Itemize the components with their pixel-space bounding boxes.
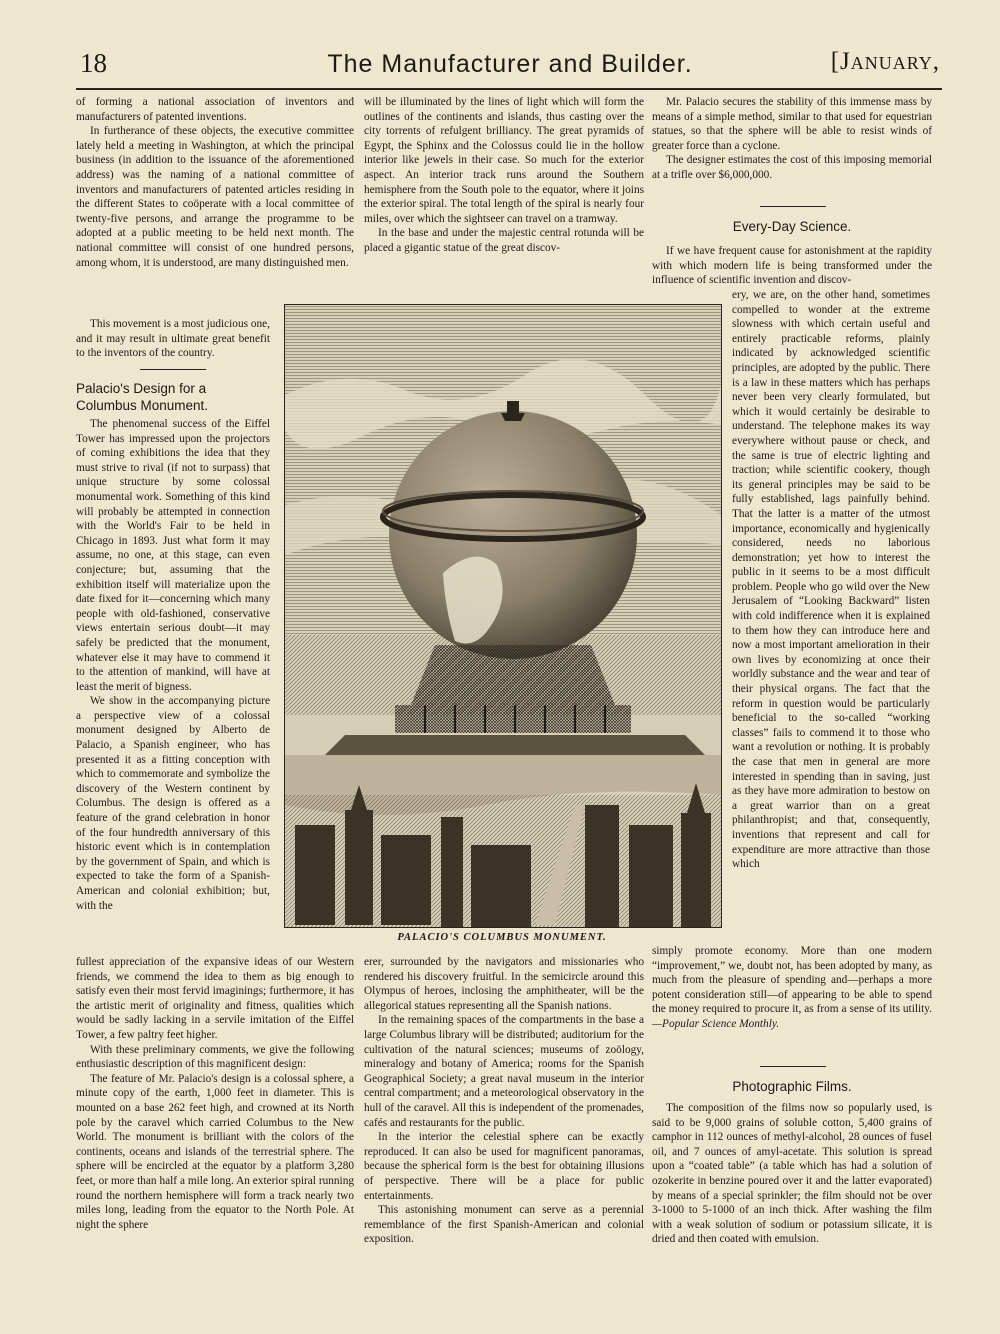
paragraph-text: simply promote economy. More than one modern “improvement,” we, doubt not, has been adopted by many, as much from the pleasure of spending and—perhaps a more potent consideration still—of appearing to be able to spend the money required to procure it, as from a sense of its utility. [652, 945, 932, 1016]
col1-top-text [76, 95, 354, 270]
illustration-caption: PALACIO'S COLUMBUS MONUMENT. [397, 932, 607, 943]
section-heading-films: Photographic Films. [732, 1079, 852, 1094]
paragraph: The phenomenal success of the Eiffel Tower has impressed upon the projectors of coming exhibitions the idea that they must strive to rival (if not to surpass) that unique structure by some colossal monumental work. Something of this kind will probably be attempted in connection with the World's Fair to be held in Chicago in 1893. Just what form it may assume, no one, at this stage, can even conjecture; but, assuming that the exhibition itself will materialize upon the date fixed for it—concerning which many people with old-fashioned, conservative views entertain serious doubt—it may safely be predicted that the monument, whatever else it may have to commend it to the attention of mankind, will have at least the merit of bigness. [76, 418, 270, 693]
section-divider [140, 369, 206, 370]
paragraph: This astonishing monument can serve as a perennial rememblance of the first Spanish-American and colonial exposition. [364, 1204, 644, 1246]
page-header [80, 48, 940, 84]
paragraph: With these preliminary comments, we give the following enthusiastic description of this magnificent design: [76, 1043, 354, 1071]
col3-science-narrow [732, 288, 930, 872]
paragraph: In the base and under the majestic central rotunda will be placed a gigantic statue of the great discov- [364, 227, 644, 254]
col3-science-cont [652, 944, 932, 1032]
paragraph: erer, surrounded by the navigators and missionaries who rendered his discovery fruitful. In the semicircle around this Olympus of heroes, inclosing the amphitheater, will be the allegorical statues representing all the Spanish nations. [364, 956, 644, 1012]
section-heading-everyday: Every-Day Science. [732, 219, 852, 234]
paragraph: In the interior the celestial sphere can be exactly reproduced. It can also be used for magnificent panoramas, because the spherical form is the best for obtaining illusions of perspective. There will be a place for public entertainments. [364, 1131, 644, 1202]
section-divider [760, 1066, 826, 1067]
paragraph: fullest appreciation of the expansive ideas of our Western friends, we commend the idea to them as big enough to satisfy even their most fervid imaginings; furthermore, it has the artistic merit of originality and fitness, qualities which would be sadly lacking in a servile imitation of the Eiffel Tower, a few paltry feet higher. [76, 956, 354, 1041]
section-heading-palacio: Palacio's Design for a Columbus Monument. [76, 381, 209, 413]
section-divider [760, 206, 826, 207]
col1-after-text [76, 317, 270, 361]
magazine-title: The Manufacturer and Builder. [327, 50, 693, 78]
paragraph: In the remaining spaces of the compartments in the base a large Columbus library will be distributed; auditorium for the cultivation of the natural sciences; museums of zoölogy, mineralogy and botany of America; rooms for the Spanish Geographical Society; a great naval museum in the interior central compartment; and a meteorological observatory in the hull of the caravel. All this is independent of the promenades, cafés and restaurants for the public. [364, 1014, 644, 1129]
paragraph: In furtherance of these objects, the executive committee lately held a meeting in Washington, at which the principal business (in addition to the issuance of the aforementioned address) was the naming of a national committee of inventors and manufacturers of patented articles residing in the different States to coöperate with a local committee of twenty-five persons, and arrange the programme to be adopted at a public meeting to be held next month. The national committee will consist of one hundred persons, among whom, it is understood, are many distinguished men. [76, 125, 354, 269]
col2-top-text [364, 95, 644, 256]
paragraph: Mr. Palacio secures the stability of this immense mass by means of a simple method, similar to that used for equestrian statues, so that the sphere will be able to resist winds of greater force than a cyclone. [652, 96, 932, 152]
paragraph: If we have frequent cause for astonishment at the rapidity with which modern life is being transformed under the influence of scientific invention and discov- [652, 245, 932, 287]
paragraph [652, 944, 932, 1032]
paragraph: will be illuminated by the lines of light which will form the outlines of the continents and islands, thus casting over the city torrents of refulgent brilliancy. The great pyramids of Egypt, the Sphinx and the Colossus could lie in the hollow interior like jewels in their case. So much for the exterior aspect. An interior track runs around the Southern hemisphere from the South pole to the equator, where it joins the exterior spiral. The total length of the spiral is nearly four miles, over which the sightseer can travel on a tramway. [364, 96, 644, 225]
issue-month: [January, [830, 48, 940, 75]
citation: —Popular Science Monthly. [652, 1017, 780, 1030]
paragraph: The composition of the films now so popularly used, is said to be 9,000 grains of soluble cotton, 5,400 grains of camphor in 112 ounces of methyl-alcohol, 28 ounces of fusel oil, and 7 ounces of amyl-acetate. This solution is spread upon a “coated table” (a table which has had a solution of ozokerite in benzine poured over it and the latter evaporated) by means of a special sprinkler; the film should not be over 3-1000 to 5-1000 of an inch thick. After washing the film with a weak solution of sodium or potassium silicate, it is dried and then coated with emulsion. [652, 1102, 932, 1246]
col3-films-text [652, 1101, 932, 1247]
col3-top-text [652, 95, 932, 183]
monument-engraving-image [285, 305, 721, 927]
header-rule [76, 88, 942, 90]
monument-engraving [284, 304, 722, 928]
paragraph: ery, we are, on the other hand, sometimes compelled to wonder at the extreme slowness with which certain useful and entirely practicable reforms, plainly indicated by acknowledged scientific principles, are adopted by the public. There is a law in these matters which has perhaps never been very clearly formulated, but which it would certainly be desirable to understand. The telephone makes its way everywhere without pause or check, and the same is true of electric lighting and traction; while scientific cookery, though its general principles may be said to be fully established, lags painfully behind. That the latter is a matter of the utmost importance, economically and hygienically considered, needs no laborious demonstration; yet how to interest the public in it seems to be a most difficult problem. People who go wild over the New Jerusalem of “Looking Backward” listen with cold indifference when it is explained to them how they can introduce here and now a most important amelioration in their own lives by economizing at once their worldly substance and the wear and tear of their physical organs. The fact that the reform in question would be particularly beneficial to the so-called “working classes” fails to commend it to those who want a revolution or nothing. It is probably the case that men in general are more interested in spending than in saving, just as they have more admiration to bestow on a great warrior than on a great philanthropist; and that, consequently, inventions that represent and call for expenditure are more attractive than those which [732, 289, 930, 871]
page-number: 18 [80, 48, 107, 78]
col1-bottom-text [76, 955, 354, 1232]
col3-science-full [652, 244, 932, 288]
paragraph: of forming a national association of inventors and manufacturers of patented inventions. [76, 96, 354, 123]
paragraph: The designer estimates the cost of this imposing memorial at a trifle over $6,000,000. [652, 154, 932, 181]
col1-palacio-text [76, 417, 270, 913]
paragraph: The feature of Mr. Palacio's design is a colossal sphere, a minute copy of the earth, 1,000 feet in diameter. This is mounted on a base 262 feet high, and crowned at its North pole by the caravel which carried Columbus to the New World. The monument is brilliant with the colors of the continents, oceans and islands of the terrestrial sphere. The sphere will be encircled at the equator by a platform 3,280 feet, or more than half a mile long. An exterior spiral running round the northern hemisphere will form a track nearly two miles long, leading from the equator to the North Pole. At night the sphere [76, 1072, 354, 1231]
paragraph: This movement is a most judicious one, and it may result in ultimate great benefit to the inventors of the country. [76, 318, 270, 360]
col2-bottom-text [364, 955, 644, 1247]
paragraph: We show in the accompanying picture a perspective view of a colossal monument designed by Alberto de Palacio, a Spanish engineer, who has presented it as a fitting conception with which to commemorate and symbolize the discovery of the Western continent by Columbus. The design is offered as a feature of the grand celebration in honor of the four hundredth anniversary of this historic event which is in contemplation by the government of Spain, and which is expected to take the form of a Spanish-American and colonial exhibition; but, with the [76, 695, 270, 912]
